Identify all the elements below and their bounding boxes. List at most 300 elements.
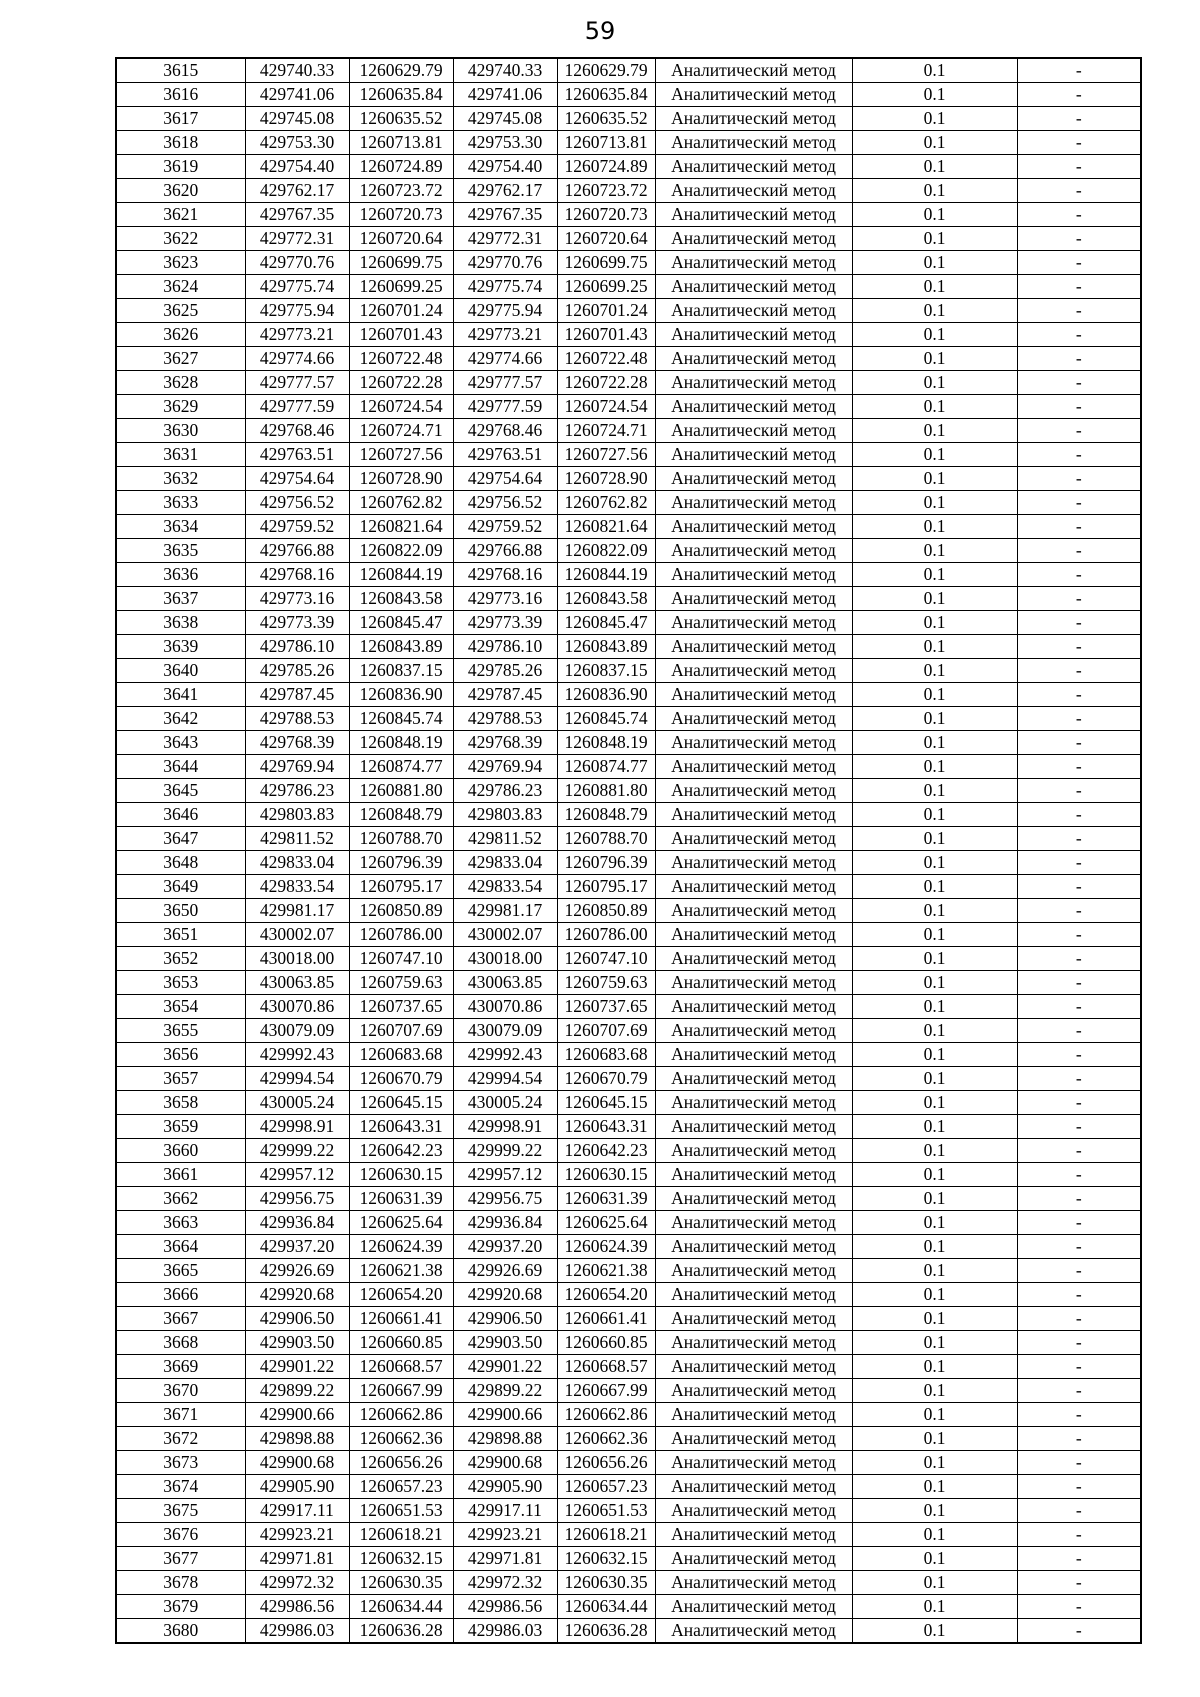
cell-y-coordinate: 1260667.99 xyxy=(349,1379,453,1403)
cell-x-coordinate: 429763.51 xyxy=(245,443,349,467)
cell-x-coordinate-2: 429740.33 xyxy=(453,58,557,83)
cell-y-coordinate: 1260635.84 xyxy=(349,83,453,107)
cell-y-coordinate: 1260625.64 xyxy=(349,1211,453,1235)
cell-x-coordinate-2: 429774.66 xyxy=(453,347,557,371)
cell-accuracy: 0.1 xyxy=(852,1163,1017,1187)
cell-accuracy: 0.1 xyxy=(852,1595,1017,1619)
cell-y-coordinate-2: 1260720.73 xyxy=(557,203,655,227)
cell-y-coordinate-2: 1260668.57 xyxy=(557,1355,655,1379)
cell-y-coordinate-2: 1260759.63 xyxy=(557,971,655,995)
cell-accuracy: 0.1 xyxy=(852,1499,1017,1523)
cell-x-coordinate-2: 429773.16 xyxy=(453,587,557,611)
cell-method: Аналитический метод xyxy=(655,299,852,323)
cell-y-coordinate: 1260788.70 xyxy=(349,827,453,851)
cell-point-number: 3638 xyxy=(116,611,245,635)
cell-point-number: 3653 xyxy=(116,971,245,995)
cell-accuracy: 0.1 xyxy=(852,1043,1017,1067)
cell-point-number: 3670 xyxy=(116,1379,245,1403)
cell-x-coordinate-2: 429833.54 xyxy=(453,875,557,899)
cell-y-coordinate-2: 1260629.79 xyxy=(557,58,655,83)
cell-y-coordinate-2: 1260796.39 xyxy=(557,851,655,875)
cell-x-coordinate: 430079.09 xyxy=(245,1019,349,1043)
cell-note: - xyxy=(1017,1283,1141,1307)
cell-point-number: 3673 xyxy=(116,1451,245,1475)
table-row xyxy=(116,851,1141,875)
cell-y-coordinate: 1260670.79 xyxy=(349,1067,453,1091)
cell-x-coordinate: 429999.22 xyxy=(245,1139,349,1163)
cell-method: Аналитический метод xyxy=(655,1115,852,1139)
table-row xyxy=(116,1091,1141,1115)
cell-method: Аналитический метод xyxy=(655,1211,852,1235)
cell-x-coordinate: 429998.91 xyxy=(245,1115,349,1139)
cell-note: - xyxy=(1017,179,1141,203)
cell-point-number: 3663 xyxy=(116,1211,245,1235)
cell-method: Аналитический метод xyxy=(655,563,852,587)
cell-y-coordinate: 1260728.90 xyxy=(349,467,453,491)
cell-y-coordinate: 1260759.63 xyxy=(349,971,453,995)
cell-note: - xyxy=(1017,1331,1141,1355)
cell-y-coordinate-2: 1260630.15 xyxy=(557,1163,655,1187)
cell-method: Аналитический метод xyxy=(655,539,852,563)
cell-x-coordinate: 429803.83 xyxy=(245,803,349,827)
cell-y-coordinate: 1260848.79 xyxy=(349,803,453,827)
cell-method: Аналитический метод xyxy=(655,611,852,635)
cell-y-coordinate-2: 1260630.35 xyxy=(557,1571,655,1595)
cell-x-coordinate-2: 429986.56 xyxy=(453,1595,557,1619)
cell-y-coordinate: 1260836.90 xyxy=(349,683,453,707)
cell-y-coordinate: 1260822.09 xyxy=(349,539,453,563)
cell-point-number: 3623 xyxy=(116,251,245,275)
cell-note: - xyxy=(1017,1259,1141,1283)
table-row xyxy=(116,1499,1141,1523)
cell-accuracy: 0.1 xyxy=(852,923,1017,947)
cell-y-coordinate: 1260844.19 xyxy=(349,563,453,587)
cell-x-coordinate-2: 429787.45 xyxy=(453,683,557,707)
cell-x-coordinate: 429777.59 xyxy=(245,395,349,419)
cell-accuracy: 0.1 xyxy=(852,371,1017,395)
cell-x-coordinate-2: 429920.68 xyxy=(453,1283,557,1307)
cell-method: Аналитический метод xyxy=(655,275,852,299)
cell-x-coordinate-2: 429994.54 xyxy=(453,1067,557,1091)
cell-y-coordinate-2: 1260843.58 xyxy=(557,587,655,611)
cell-point-number: 3624 xyxy=(116,275,245,299)
table-row xyxy=(116,923,1141,947)
cell-method: Аналитический метод xyxy=(655,995,852,1019)
cell-x-coordinate: 429992.43 xyxy=(245,1043,349,1067)
table-row xyxy=(116,443,1141,467)
cell-note: - xyxy=(1017,395,1141,419)
cell-x-coordinate: 429772.31 xyxy=(245,227,349,251)
cell-y-coordinate-2: 1260724.89 xyxy=(557,155,655,179)
cell-y-coordinate: 1260630.35 xyxy=(349,1571,453,1595)
coordinates-table xyxy=(115,57,1142,1644)
cell-y-coordinate-2: 1260636.28 xyxy=(557,1619,655,1644)
cell-accuracy: 0.1 xyxy=(852,347,1017,371)
cell-x-coordinate: 429767.35 xyxy=(245,203,349,227)
cell-point-number: 3666 xyxy=(116,1283,245,1307)
cell-note: - xyxy=(1017,275,1141,299)
cell-y-coordinate: 1260724.89 xyxy=(349,155,453,179)
cell-x-coordinate: 429770.76 xyxy=(245,251,349,275)
table-row xyxy=(116,611,1141,635)
cell-accuracy: 0.1 xyxy=(852,827,1017,851)
cell-y-coordinate-2: 1260618.21 xyxy=(557,1523,655,1547)
cell-y-coordinate-2: 1260848.79 xyxy=(557,803,655,827)
cell-point-number: 3668 xyxy=(116,1331,245,1355)
cell-note: - xyxy=(1017,779,1141,803)
cell-y-coordinate-2: 1260701.24 xyxy=(557,299,655,323)
cell-method: Аналитический метод xyxy=(655,1043,852,1067)
table-row xyxy=(116,155,1141,179)
cell-x-coordinate: 429786.10 xyxy=(245,635,349,659)
cell-point-number: 3676 xyxy=(116,1523,245,1547)
cell-note: - xyxy=(1017,803,1141,827)
cell-x-coordinate: 429740.33 xyxy=(245,58,349,83)
cell-accuracy: 0.1 xyxy=(852,1523,1017,1547)
cell-note: - xyxy=(1017,1307,1141,1331)
cell-note: - xyxy=(1017,1019,1141,1043)
cell-y-coordinate: 1260796.39 xyxy=(349,851,453,875)
cell-x-coordinate-2: 429803.83 xyxy=(453,803,557,827)
table-row xyxy=(116,1283,1141,1307)
cell-y-coordinate: 1260881.80 xyxy=(349,779,453,803)
cell-x-coordinate-2: 429770.76 xyxy=(453,251,557,275)
cell-note: - xyxy=(1017,107,1141,131)
cell-y-coordinate: 1260651.53 xyxy=(349,1499,453,1523)
cell-x-coordinate-2: 430002.07 xyxy=(453,923,557,947)
cell-point-number: 3667 xyxy=(116,1307,245,1331)
cell-note: - xyxy=(1017,731,1141,755)
cell-x-coordinate: 429754.64 xyxy=(245,467,349,491)
cell-point-number: 3679 xyxy=(116,1595,245,1619)
cell-method: Аналитический метод xyxy=(655,515,852,539)
cell-accuracy: 0.1 xyxy=(852,323,1017,347)
cell-point-number: 3618 xyxy=(116,131,245,155)
cell-note: - xyxy=(1017,155,1141,179)
cell-x-coordinate-2: 429775.74 xyxy=(453,275,557,299)
cell-note: - xyxy=(1017,1427,1141,1451)
cell-y-coordinate: 1260632.15 xyxy=(349,1547,453,1571)
cell-note: - xyxy=(1017,899,1141,923)
cell-x-coordinate: 429754.40 xyxy=(245,155,349,179)
cell-note: - xyxy=(1017,923,1141,947)
table-row xyxy=(116,1235,1141,1259)
cell-x-coordinate-2: 429937.20 xyxy=(453,1235,557,1259)
cell-point-number: 3677 xyxy=(116,1547,245,1571)
cell-accuracy: 0.1 xyxy=(852,1019,1017,1043)
cell-method: Аналитический метод xyxy=(655,1355,852,1379)
cell-x-coordinate-2: 429999.22 xyxy=(453,1139,557,1163)
cell-point-number: 3655 xyxy=(116,1019,245,1043)
table-row xyxy=(116,875,1141,899)
cell-note: - xyxy=(1017,1451,1141,1475)
cell-x-coordinate-2: 429905.90 xyxy=(453,1475,557,1499)
cell-note: - xyxy=(1017,995,1141,1019)
cell-point-number: 3617 xyxy=(116,107,245,131)
cell-accuracy: 0.1 xyxy=(852,1427,1017,1451)
cell-y-coordinate: 1260661.41 xyxy=(349,1307,453,1331)
table-row xyxy=(116,947,1141,971)
cell-x-coordinate-2: 429900.66 xyxy=(453,1403,557,1427)
cell-y-coordinate-2: 1260699.25 xyxy=(557,275,655,299)
cell-note: - xyxy=(1017,347,1141,371)
cell-method: Аналитический метод xyxy=(655,1187,852,1211)
cell-accuracy: 0.1 xyxy=(852,755,1017,779)
cell-y-coordinate: 1260837.15 xyxy=(349,659,453,683)
table-row xyxy=(116,779,1141,803)
cell-accuracy: 0.1 xyxy=(852,227,1017,251)
table-row xyxy=(116,467,1141,491)
cell-x-coordinate-2: 429906.50 xyxy=(453,1307,557,1331)
cell-point-number: 3649 xyxy=(116,875,245,899)
cell-accuracy: 0.1 xyxy=(852,1139,1017,1163)
table-row xyxy=(116,563,1141,587)
cell-y-coordinate: 1260657.23 xyxy=(349,1475,453,1499)
table-row xyxy=(116,1571,1141,1595)
cell-point-number: 3641 xyxy=(116,683,245,707)
cell-y-coordinate-2: 1260747.10 xyxy=(557,947,655,971)
cell-accuracy: 0.1 xyxy=(852,155,1017,179)
cell-y-coordinate-2: 1260821.64 xyxy=(557,515,655,539)
cell-method: Аналитический метод xyxy=(655,1499,852,1523)
cell-y-coordinate: 1260701.24 xyxy=(349,299,453,323)
cell-x-coordinate-2: 430005.24 xyxy=(453,1091,557,1115)
cell-method: Аналитический метод xyxy=(655,1307,852,1331)
cell-point-number: 3674 xyxy=(116,1475,245,1499)
cell-accuracy: 0.1 xyxy=(852,1475,1017,1499)
cell-method: Аналитический метод xyxy=(655,1067,852,1091)
cell-y-coordinate-2: 1260635.52 xyxy=(557,107,655,131)
cell-x-coordinate: 429768.46 xyxy=(245,419,349,443)
cell-x-coordinate-2: 429768.16 xyxy=(453,563,557,587)
cell-note: - xyxy=(1017,539,1141,563)
cell-method: Аналитический метод xyxy=(655,1235,852,1259)
table-row xyxy=(116,1379,1141,1403)
cell-method: Аналитический метод xyxy=(655,107,852,131)
cell-accuracy: 0.1 xyxy=(852,1403,1017,1427)
cell-point-number: 3675 xyxy=(116,1499,245,1523)
table-row xyxy=(116,587,1141,611)
cell-y-coordinate-2: 1260822.09 xyxy=(557,539,655,563)
cell-method: Аналитический метод xyxy=(655,1283,852,1307)
cell-x-coordinate-2: 429788.53 xyxy=(453,707,557,731)
cell-y-coordinate: 1260654.20 xyxy=(349,1283,453,1307)
cell-y-coordinate-2: 1260850.89 xyxy=(557,899,655,923)
table-row xyxy=(116,1427,1141,1451)
cell-x-coordinate: 429833.54 xyxy=(245,875,349,899)
cell-x-coordinate-2: 429926.69 xyxy=(453,1259,557,1283)
cell-y-coordinate: 1260642.23 xyxy=(349,1139,453,1163)
table-row xyxy=(116,83,1141,107)
table-row xyxy=(116,275,1141,299)
cell-note: - xyxy=(1017,515,1141,539)
cell-x-coordinate: 429986.56 xyxy=(245,1595,349,1619)
table-row xyxy=(116,899,1141,923)
cell-y-coordinate: 1260722.48 xyxy=(349,347,453,371)
cell-y-coordinate-2: 1260786.00 xyxy=(557,923,655,947)
cell-point-number: 3647 xyxy=(116,827,245,851)
cell-note: - xyxy=(1017,1355,1141,1379)
table-row xyxy=(116,1355,1141,1379)
cell-x-coordinate-2: 429754.64 xyxy=(453,467,557,491)
cell-y-coordinate-2: 1260670.79 xyxy=(557,1067,655,1091)
cell-method: Аналитический метод xyxy=(655,347,852,371)
cell-accuracy: 0.1 xyxy=(852,1331,1017,1355)
cell-x-coordinate-2: 429811.52 xyxy=(453,827,557,851)
cell-point-number: 3645 xyxy=(116,779,245,803)
cell-x-coordinate-2: 430079.09 xyxy=(453,1019,557,1043)
cell-y-coordinate: 1260737.65 xyxy=(349,995,453,1019)
cell-y-coordinate: 1260624.39 xyxy=(349,1235,453,1259)
cell-y-coordinate-2: 1260625.64 xyxy=(557,1211,655,1235)
table-row xyxy=(116,1139,1141,1163)
cell-accuracy: 0.1 xyxy=(852,899,1017,923)
table-row xyxy=(116,995,1141,1019)
cell-x-coordinate: 429762.17 xyxy=(245,179,349,203)
cell-method: Аналитический метод xyxy=(655,1619,852,1644)
cell-y-coordinate-2: 1260874.77 xyxy=(557,755,655,779)
cell-y-coordinate-2: 1260657.23 xyxy=(557,1475,655,1499)
cell-note: - xyxy=(1017,875,1141,899)
cell-x-coordinate: 429745.08 xyxy=(245,107,349,131)
cell-point-number: 3615 xyxy=(116,58,245,83)
cell-y-coordinate: 1260635.52 xyxy=(349,107,453,131)
table-row xyxy=(116,107,1141,131)
table-row xyxy=(116,1163,1141,1187)
cell-y-coordinate-2: 1260795.17 xyxy=(557,875,655,899)
cell-note: - xyxy=(1017,635,1141,659)
cell-note: - xyxy=(1017,947,1141,971)
table-row xyxy=(116,707,1141,731)
cell-y-coordinate-2: 1260661.41 xyxy=(557,1307,655,1331)
table-row xyxy=(116,1403,1141,1427)
cell-note: - xyxy=(1017,1379,1141,1403)
table-row xyxy=(116,635,1141,659)
cell-x-coordinate-2: 429971.81 xyxy=(453,1547,557,1571)
cell-y-coordinate: 1260845.74 xyxy=(349,707,453,731)
cell-x-coordinate: 429777.57 xyxy=(245,371,349,395)
cell-accuracy: 0.1 xyxy=(852,1379,1017,1403)
cell-x-coordinate: 430002.07 xyxy=(245,923,349,947)
cell-x-coordinate: 430063.85 xyxy=(245,971,349,995)
cell-x-coordinate-2: 429773.21 xyxy=(453,323,557,347)
cell-note: - xyxy=(1017,58,1141,83)
cell-accuracy: 0.1 xyxy=(852,995,1017,1019)
cell-x-coordinate-2: 429898.88 xyxy=(453,1427,557,1451)
cell-x-coordinate: 429756.52 xyxy=(245,491,349,515)
table-row xyxy=(116,491,1141,515)
cell-y-coordinate: 1260656.26 xyxy=(349,1451,453,1475)
cell-accuracy: 0.1 xyxy=(852,683,1017,707)
cell-point-number: 3650 xyxy=(116,899,245,923)
cell-point-number: 3634 xyxy=(116,515,245,539)
cell-y-coordinate: 1260713.81 xyxy=(349,131,453,155)
cell-accuracy: 0.1 xyxy=(852,107,1017,131)
cell-point-number: 3628 xyxy=(116,371,245,395)
cell-y-coordinate-2: 1260701.43 xyxy=(557,323,655,347)
cell-y-coordinate: 1260683.68 xyxy=(349,1043,453,1067)
cell-y-coordinate: 1260845.47 xyxy=(349,611,453,635)
table-row xyxy=(116,347,1141,371)
cell-x-coordinate-2: 429773.39 xyxy=(453,611,557,635)
cell-point-number: 3659 xyxy=(116,1115,245,1139)
cell-accuracy: 0.1 xyxy=(852,971,1017,995)
cell-x-coordinate: 429936.84 xyxy=(245,1211,349,1235)
cell-point-number: 3651 xyxy=(116,923,245,947)
cell-x-coordinate: 429768.39 xyxy=(245,731,349,755)
cell-y-coordinate-2: 1260728.90 xyxy=(557,467,655,491)
cell-note: - xyxy=(1017,323,1141,347)
cell-y-coordinate: 1260727.56 xyxy=(349,443,453,467)
table-row xyxy=(116,131,1141,155)
table-row xyxy=(116,1475,1141,1499)
cell-method: Аналитический метод xyxy=(655,155,852,179)
cell-y-coordinate: 1260618.21 xyxy=(349,1523,453,1547)
cell-y-coordinate-2: 1260683.68 xyxy=(557,1043,655,1067)
cell-note: - xyxy=(1017,1499,1141,1523)
cell-method: Аналитический метод xyxy=(655,323,852,347)
cell-y-coordinate: 1260645.15 xyxy=(349,1091,453,1115)
cell-y-coordinate: 1260631.39 xyxy=(349,1187,453,1211)
cell-accuracy: 0.1 xyxy=(852,635,1017,659)
cell-method: Аналитический метод xyxy=(655,1523,852,1547)
cell-accuracy: 0.1 xyxy=(852,851,1017,875)
cell-method: Аналитический метод xyxy=(655,923,852,947)
cell-x-coordinate: 429903.50 xyxy=(245,1331,349,1355)
cell-note: - xyxy=(1017,851,1141,875)
cell-x-coordinate-2: 429745.08 xyxy=(453,107,557,131)
cell-x-coordinate: 429773.21 xyxy=(245,323,349,347)
cell-point-number: 3636 xyxy=(116,563,245,587)
cell-note: - xyxy=(1017,611,1141,635)
cell-x-coordinate-2: 429768.46 xyxy=(453,419,557,443)
cell-note: - xyxy=(1017,491,1141,515)
cell-y-coordinate: 1260762.82 xyxy=(349,491,453,515)
cell-accuracy: 0.1 xyxy=(852,1211,1017,1235)
cell-y-coordinate-2: 1260707.69 xyxy=(557,1019,655,1043)
cell-note: - xyxy=(1017,443,1141,467)
cell-point-number: 3662 xyxy=(116,1187,245,1211)
cell-accuracy: 0.1 xyxy=(852,659,1017,683)
cell-note: - xyxy=(1017,1091,1141,1115)
cell-note: - xyxy=(1017,251,1141,275)
cell-method: Аналитический метод xyxy=(655,947,852,971)
cell-accuracy: 0.1 xyxy=(852,179,1017,203)
cell-x-coordinate-2: 429766.88 xyxy=(453,539,557,563)
cell-x-coordinate: 429769.94 xyxy=(245,755,349,779)
cell-x-coordinate: 429766.88 xyxy=(245,539,349,563)
cell-x-coordinate: 429898.88 xyxy=(245,1427,349,1451)
cell-note: - xyxy=(1017,371,1141,395)
cell-method: Аналитический метод xyxy=(655,1091,852,1115)
table-row xyxy=(116,419,1141,443)
cell-y-coordinate: 1260636.28 xyxy=(349,1619,453,1644)
cell-point-number: 3658 xyxy=(116,1091,245,1115)
table-row xyxy=(116,1259,1141,1283)
cell-method: Аналитический метод xyxy=(655,875,852,899)
cell-accuracy: 0.1 xyxy=(852,1187,1017,1211)
cell-note: - xyxy=(1017,1619,1141,1644)
cell-note: - xyxy=(1017,1475,1141,1499)
cell-point-number: 3639 xyxy=(116,635,245,659)
cell-y-coordinate-2: 1260844.19 xyxy=(557,563,655,587)
cell-point-number: 3643 xyxy=(116,731,245,755)
table-row xyxy=(116,227,1141,251)
cell-method: Аналитический метод xyxy=(655,179,852,203)
cell-y-coordinate-2: 1260848.19 xyxy=(557,731,655,755)
cell-method: Аналитический метод xyxy=(655,1427,852,1451)
cell-accuracy: 0.1 xyxy=(852,731,1017,755)
